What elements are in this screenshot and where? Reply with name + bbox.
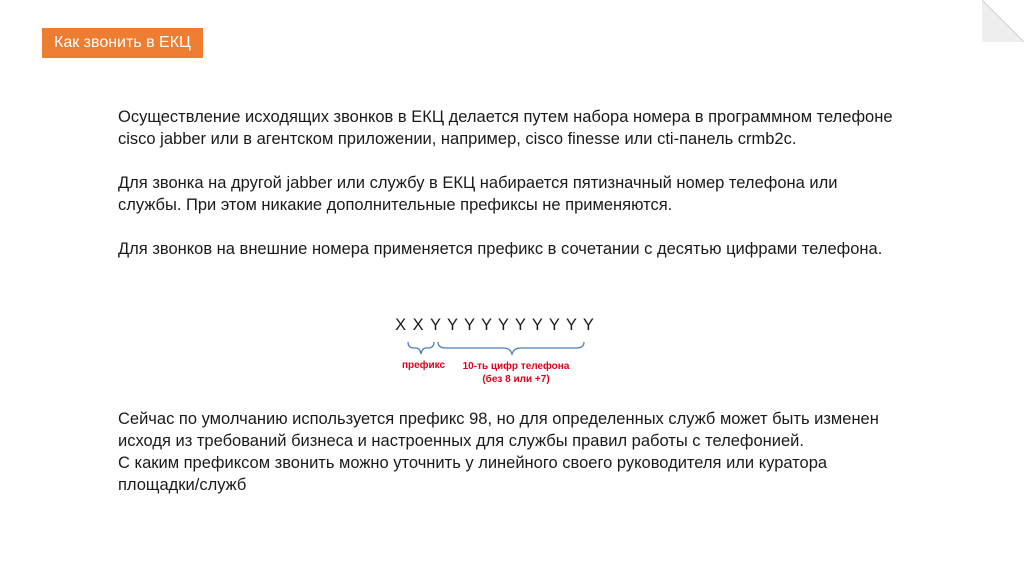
digits-label [446,360,586,386]
paragraph-ask-supervisor: С каким префиксом звонить можно уточнить у линейного своего руководителя или куратора площадки/служб [118,454,828,494]
slide-body-upper [118,106,898,260]
page-corner-fold [982,0,1024,42]
number-pattern: X X Y Y Y Y Y Y Y Y Y Y [395,316,595,334]
brace-marks [380,340,610,356]
slide-body-lower [118,408,898,496]
digits-brace [438,342,584,354]
number-format-diagram [380,312,640,392]
prefix-label: префикс [402,360,446,371]
paragraph-internal-calls: Для звонка на другой jabber или службу в ЕКЦ набирается пятизначный номер телефона или службы. При этом никакие дополнительные префиксы не применяются. [118,174,838,214]
slide-title: Как звонить в ЕКЦ [42,28,203,58]
prefix-brace [408,342,434,354]
digits-label-line1: 10-ть цифр телефона [462,361,570,372]
paragraph-default-prefix: Сейчас по умолчанию используется префикс 98, но для определенных служб может быть изменен исходя из требований бизнеса и настроенных для службы правил работы с телефонией. [118,410,879,450]
digits-label-line2: (без 8 или +7) [482,374,550,385]
paragraph-outgoing-calls: Осуществление исходящих звонков в ЕКЦ делается путем набора номера в программном телефоне cisco jabber или в агентском приложении, например, cisco finesse или cti-панель crmb2c. [118,108,893,148]
paragraph-external-calls: Для звонков на внешние номера применяется префикс в сочетании с десятью цифрами телефона. [118,240,883,258]
